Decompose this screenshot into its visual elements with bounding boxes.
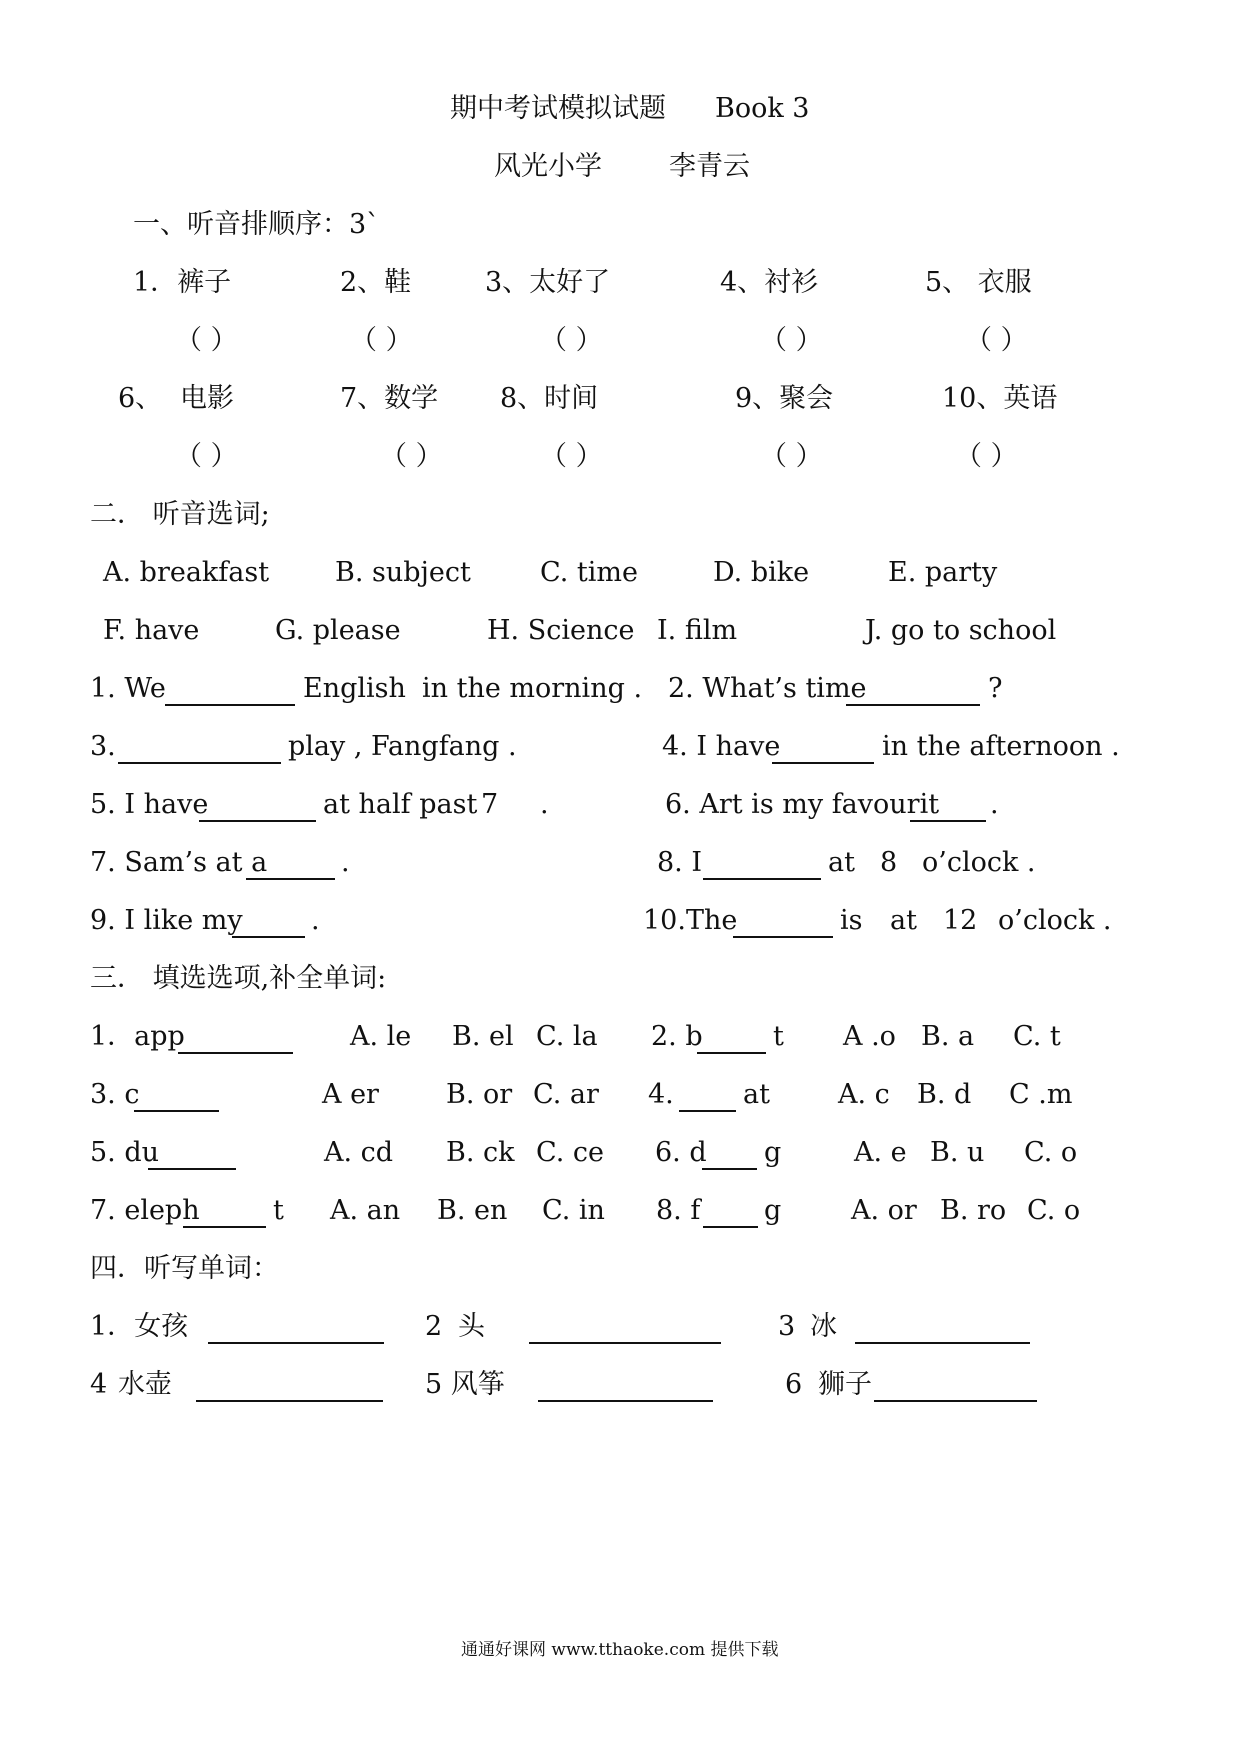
dictation-item-number: 3 <box>778 1311 796 1342</box>
fill-blank-line <box>703 874 821 880</box>
spelling-option: C .m <box>1009 1079 1073 1110</box>
question-2-text: 2. What’s time <box>668 673 867 704</box>
dictation-item-word: 水壶 <box>118 1369 172 1400</box>
spelling-option: A. cd <box>324 1137 394 1168</box>
order-item-number: 6、 <box>118 383 163 414</box>
spelling-option: A. or <box>851 1195 917 1226</box>
order-item: 5、 衣服 <box>925 267 1032 298</box>
spelling-item: t <box>773 1021 784 1052</box>
spelling-item: 6. d <box>655 1137 707 1168</box>
spelling-item: t <box>273 1195 284 1226</box>
question-5-text: 5. I have <box>90 789 209 820</box>
order-item-word: 电影 <box>180 383 234 414</box>
question-8-text: 8 <box>880 847 898 878</box>
answer-parentheses: （ ） <box>955 441 1018 472</box>
word-option: H. Science <box>487 615 635 646</box>
fill-blank-line <box>232 932 305 938</box>
fill-blank-line <box>910 816 986 822</box>
spelling-option: C. o <box>1027 1195 1081 1226</box>
spelling-option: A. c <box>838 1079 890 1110</box>
fill-blank-line <box>697 1048 766 1054</box>
question-10-text: 12 <box>943 905 978 936</box>
question-7-text: 7. Sam’s at a <box>90 847 268 878</box>
question-9-text: . <box>311 905 320 936</box>
word-option: G. please <box>275 615 401 646</box>
question-5-text: 7 <box>481 789 499 820</box>
fill-blank-line <box>855 1338 1030 1344</box>
dictation-item-word: 狮子 <box>818 1369 872 1400</box>
spelling-item: 1．app <box>90 1021 185 1052</box>
word-option: B. subject <box>335 557 471 588</box>
dictation-item-number: 4 <box>90 1369 108 1400</box>
spelling-option: A. e <box>854 1137 907 1168</box>
spelling-option: B. u <box>930 1137 985 1168</box>
fill-blank-line <box>529 1338 721 1344</box>
question-10-text: 10.The <box>643 905 738 936</box>
answer-parentheses: （ ） <box>175 441 238 472</box>
spelling-option: C. la <box>536 1021 598 1052</box>
spelling-option: B. or <box>446 1079 513 1110</box>
question-8-text: 8. I <box>657 847 703 878</box>
word-option: E. party <box>888 557 998 588</box>
section1-heading: 一、听音排顺序：3` <box>133 209 380 240</box>
question-1-text: English <box>303 673 406 704</box>
spelling-item: 8. f <box>656 1195 701 1226</box>
fill-blank-line <box>679 1106 736 1112</box>
answer-parentheses: （ ） <box>350 325 413 356</box>
spelling-option: A. an <box>330 1195 401 1226</box>
order-item: 9、聚会 <box>735 383 834 414</box>
order-item: 3、太好了 <box>485 267 611 298</box>
word-option: J. go to school <box>865 615 1057 646</box>
question-6-text: 6. Art is my favourit <box>665 789 940 820</box>
spelling-item: 2. b <box>651 1021 703 1052</box>
question-4-text: in the afternoon . <box>882 731 1120 762</box>
fill-blank-line <box>246 874 335 880</box>
answer-parentheses: （ ） <box>760 325 823 356</box>
fill-blank-line <box>134 1106 219 1112</box>
question-2-text: ? <box>988 673 1003 704</box>
spelling-option: A. le <box>350 1021 412 1052</box>
spelling-item: 4. <box>648 1079 674 1110</box>
spelling-option: B. ck <box>446 1137 515 1168</box>
question-8-text: o’clock . <box>922 847 1036 878</box>
dictation-item-number: 2 <box>425 1311 443 1342</box>
dictation-item: 1．女孩 <box>90 1311 189 1342</box>
answer-parentheses: （ ） <box>540 325 603 356</box>
fill-blank-line <box>538 1396 713 1402</box>
spelling-option: B. en <box>437 1195 508 1226</box>
spelling-option: C. o <box>1024 1137 1078 1168</box>
fill-blank-line <box>846 700 980 706</box>
answer-parentheses: （ ） <box>760 441 823 472</box>
question-10-text: at <box>890 905 917 936</box>
spelling-option: C. in <box>542 1195 605 1226</box>
order-item: 1．裤子 <box>133 267 232 298</box>
spelling-item: at <box>743 1079 770 1110</box>
word-option: D. bike <box>713 557 810 588</box>
book-label: Book 3 <box>715 93 810 124</box>
question-5-text: . <box>540 789 549 820</box>
answer-parentheses: （ ） <box>965 325 1028 356</box>
word-option: I. film <box>657 615 738 646</box>
order-item: 8、时间 <box>500 383 599 414</box>
question-4-text: 4. I have <box>662 731 781 762</box>
section4-heading: 四．听写单词： <box>90 1253 279 1284</box>
question-5-text: at half past <box>323 789 478 820</box>
spelling-option: C. ce <box>536 1137 604 1168</box>
spelling-item: 3. c <box>90 1079 140 1110</box>
spelling-option: C. ar <box>533 1079 599 1110</box>
spelling-item: 7. eleph <box>90 1195 200 1226</box>
question-9-text: 9. I like my <box>90 905 243 936</box>
fill-blank-line <box>165 700 295 706</box>
question-8-text: at <box>828 847 855 878</box>
word-option: A. breakfast <box>103 557 270 588</box>
word-option: C. time <box>540 557 638 588</box>
word-option: F. have <box>103 615 200 646</box>
dictation-item: 5 风筝 <box>425 1369 505 1400</box>
question-1-text: in the morning . <box>422 673 643 704</box>
teacher-name: 李青云 <box>669 151 750 182</box>
question-10-text: o’clock . <box>998 905 1112 936</box>
fill-blank-line <box>178 1048 293 1054</box>
question-7-text: . <box>341 847 350 878</box>
dictation-item-word: 头 <box>458 1311 485 1342</box>
fill-blank-line <box>733 932 833 938</box>
question-3-text: play , Fangfang . <box>288 731 517 762</box>
spelling-option: C. t <box>1013 1021 1061 1052</box>
spelling-item: g <box>764 1137 782 1168</box>
fill-blank-line <box>874 1396 1037 1402</box>
question-10-text: is <box>840 905 863 936</box>
answer-parentheses: （ ） <box>540 441 603 472</box>
fill-blank-line <box>199 816 316 822</box>
spelling-option: A .o <box>843 1021 896 1052</box>
fill-blank-line <box>118 758 281 764</box>
answer-parentheses: （ ） <box>175 325 238 356</box>
question-6-text: . <box>990 789 999 820</box>
exam-title: 期中考试模拟试题 <box>450 93 666 124</box>
fill-blank-line <box>702 1164 757 1170</box>
fill-blank-line <box>772 758 874 764</box>
fill-blank-line <box>208 1338 384 1344</box>
footer-credit: 通通好课网 www.tthaoke.com 提供下载 <box>461 1640 779 1660</box>
fill-blank-line <box>183 1222 266 1228</box>
answer-parentheses: （ ） <box>380 441 443 472</box>
section3-heading: 三． 填选选项,补全单词: <box>90 963 387 994</box>
section2-heading: 二． 听音选词; <box>90 499 270 530</box>
spelling-item: g <box>764 1195 782 1226</box>
spelling-option: B. el <box>452 1021 514 1052</box>
spelling-item: 5. du <box>90 1137 160 1168</box>
spelling-option: B. ro <box>940 1195 1007 1226</box>
spelling-option: B. d <box>917 1079 972 1110</box>
spelling-option: A er <box>322 1079 379 1110</box>
order-item: 7、数学 <box>340 383 439 414</box>
question-3-text: 3. <box>90 731 116 762</box>
spelling-option: B. a <box>921 1021 975 1052</box>
school-name: 风光小学 <box>494 151 602 182</box>
fill-blank-line <box>196 1396 383 1402</box>
fill-blank-line <box>148 1164 236 1170</box>
dictation-item-number: 6 <box>785 1369 803 1400</box>
dictation-item-word: 冰 <box>810 1311 837 1342</box>
order-item: 10、英语 <box>942 383 1058 414</box>
question-1-text: 1. We <box>90 673 166 704</box>
order-item: 4、衬衫 <box>720 267 819 298</box>
fill-blank-line <box>703 1222 758 1228</box>
order-item: 2、鞋 <box>340 267 412 298</box>
